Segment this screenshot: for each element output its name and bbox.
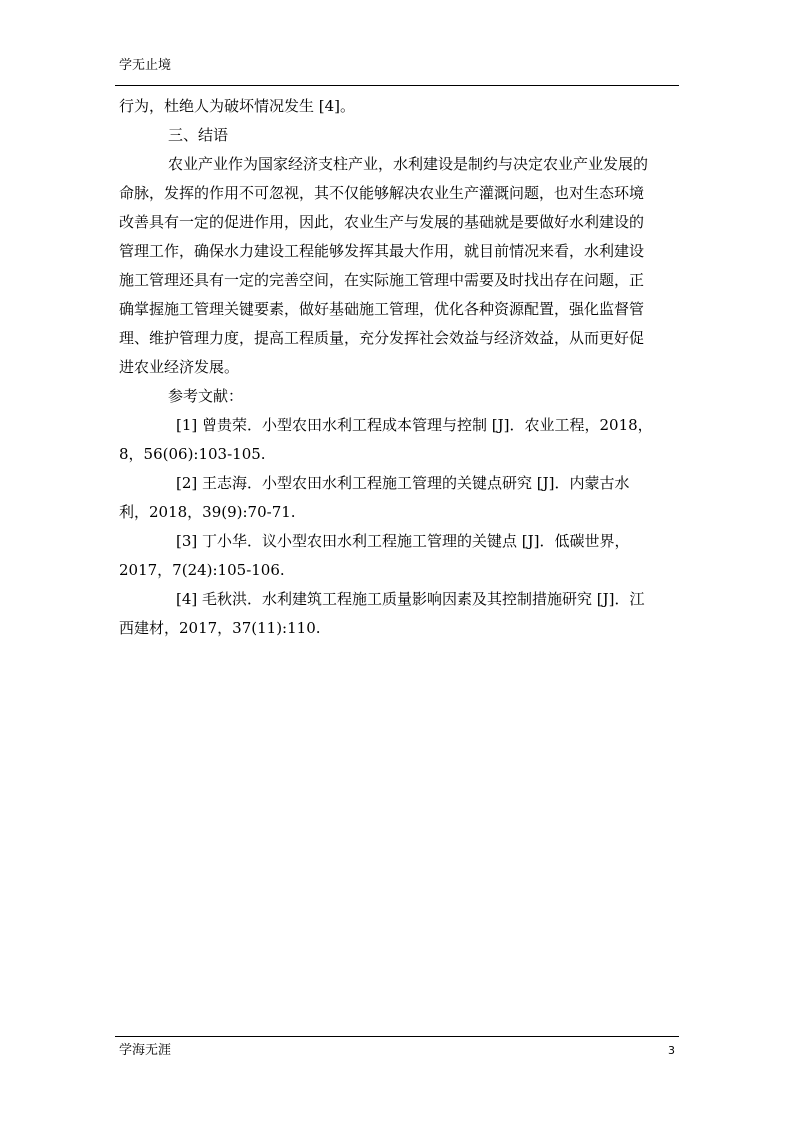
body-line: 行为，杜绝人为破坏情况发生 [4]。 bbox=[119, 97, 356, 115]
reference-line: 利，2018，39(9):70-71. bbox=[119, 503, 296, 521]
body-line: 农业产业作为国家经济支柱产业，水利建设是制约与决定农业产业发展的 bbox=[168, 155, 649, 173]
page-number: 3 bbox=[668, 1044, 675, 1057]
reference-line: 8，56(06):103-105. bbox=[119, 445, 266, 463]
reference-line: [2] 王志海．小型农田水利工程施工管理的关键点研究 [J]．内蒙古水 bbox=[176, 474, 630, 492]
page-footer: 学海无涯 bbox=[119, 1043, 172, 1058]
references-heading: 参考文献： bbox=[168, 387, 244, 405]
page-header: 学无止境 bbox=[119, 58, 172, 73]
reference-line: [1] 曾贵荣．小型农田水利工程成本管理与控制 [J]．农业工程，2018， bbox=[176, 416, 653, 434]
document-body bbox=[119, 92, 677, 643]
section-heading: 三、结语 bbox=[168, 126, 229, 144]
body-line: 管理工作，确保水力建设工程能够发挥其最大作用，就目前情况来看，水利建设 bbox=[119, 242, 645, 260]
body-line: 命脉，发挥的作用不可忽视，其不仅能够解决农业生产灌溉问题，也对生态环境 bbox=[119, 184, 645, 202]
footer-rule bbox=[115, 1036, 679, 1037]
body-line: 进农业经济发展。 bbox=[119, 358, 240, 376]
reference-line: 西建材，2017，37(11):110. bbox=[119, 619, 321, 637]
reference-line: [3] 丁小华．议小型农田水利工程施工管理的关键点 [J]．低碳世界， bbox=[176, 532, 630, 550]
reference-line: 2017，7(24):105-106. bbox=[119, 561, 285, 579]
body-line: 施工管理还具有一定的完善空间，在实际施工管理中需要及时找出存在问题，正 bbox=[119, 271, 645, 289]
header-rule bbox=[115, 85, 679, 86]
body-line: 改善具有一定的促进作用，因此，农业生产与发展的基础就是要做好水利建设的 bbox=[119, 213, 645, 231]
body-line: 确掌握施工管理关键要素，做好基础施工管理，优化各种资源配置，强化监督管 bbox=[119, 300, 645, 318]
body-line: 理、维护管理力度，提高工程质量，充分发挥社会效益与经济效益，从而更好促 bbox=[119, 329, 645, 347]
reference-line: [4] 毛秋洪．水利建筑工程施工质量影响因素及其控制措施研究 [J]．江 bbox=[176, 590, 645, 608]
